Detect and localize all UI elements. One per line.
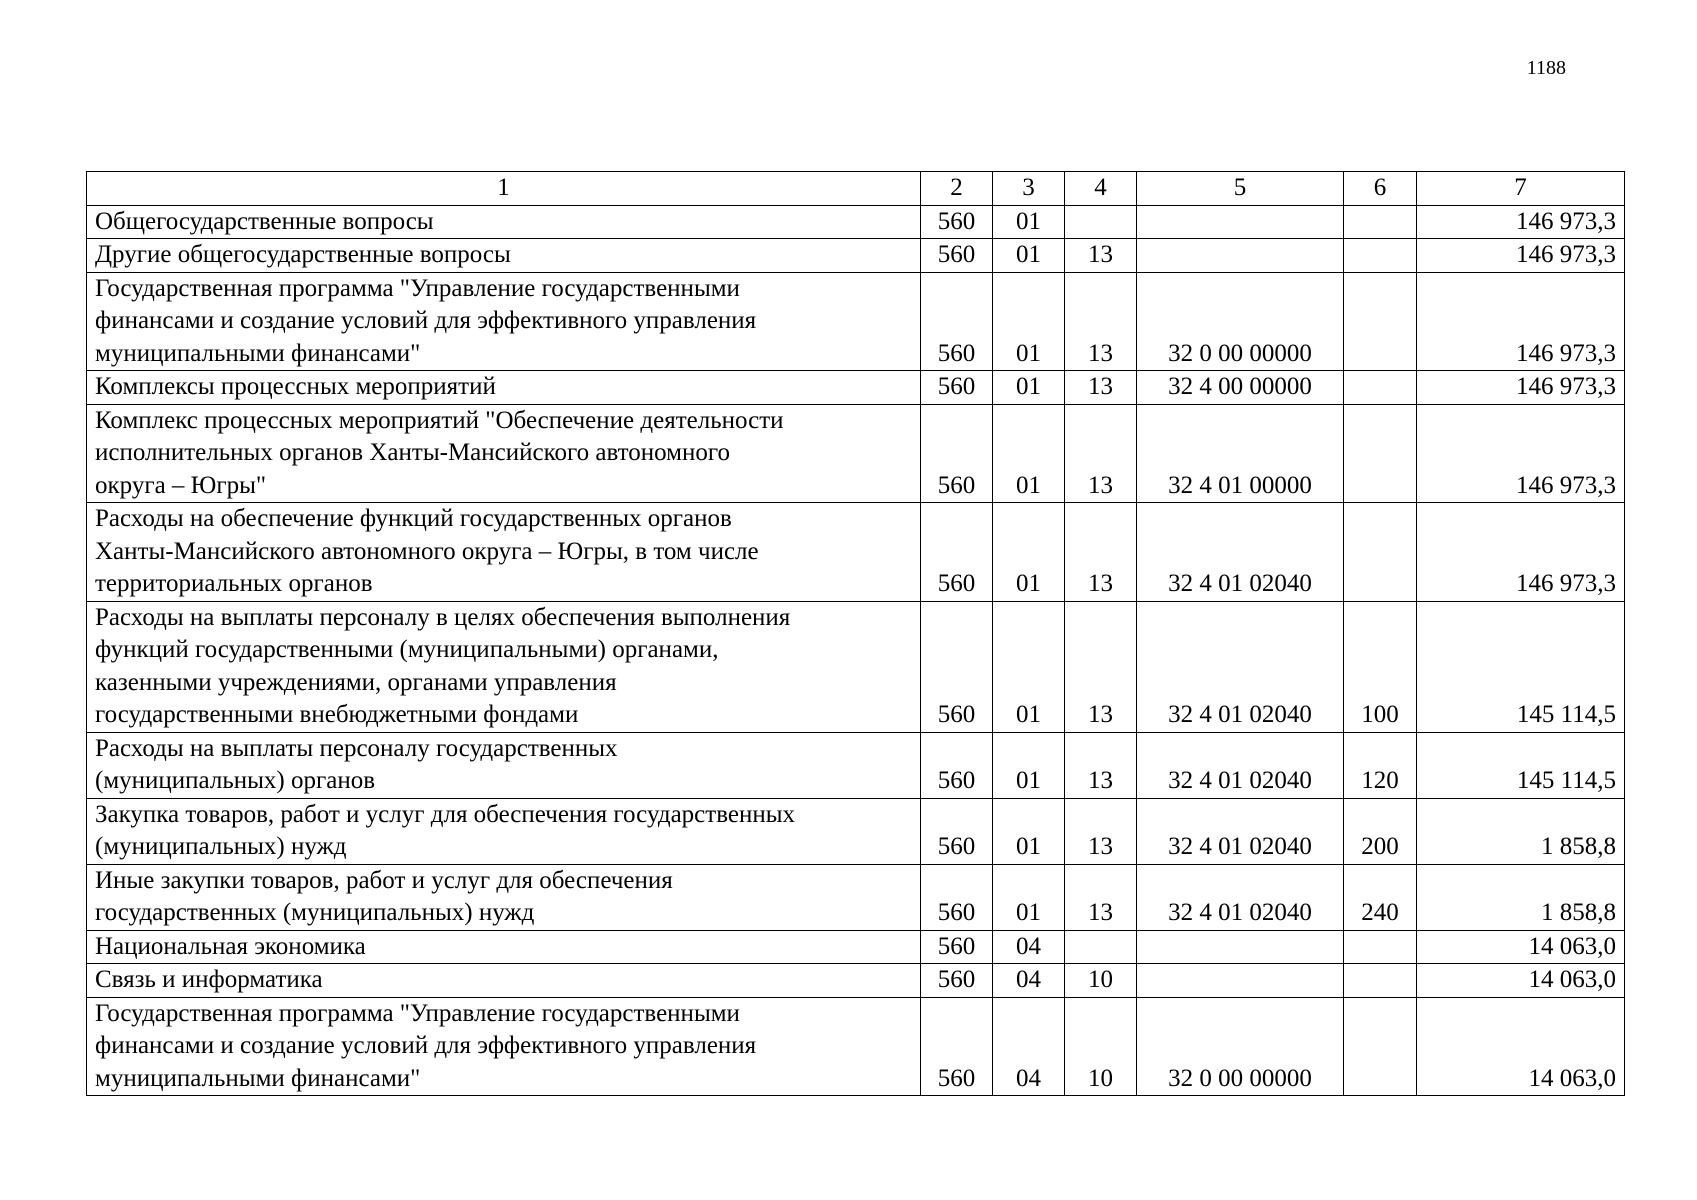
section-code-cell: 04	[993, 997, 1065, 1096]
amount-cell: 146 973,3	[1417, 371, 1625, 405]
table-row	[87, 404, 1625, 503]
amount-cell: 145 114,5	[1417, 601, 1625, 732]
table-row	[87, 272, 1625, 371]
table-row	[87, 503, 1625, 602]
amount-cell: 14 063,0	[1417, 997, 1625, 1096]
section-code-cell: 04	[993, 930, 1065, 964]
ministry-code-cell: 560	[921, 371, 993, 405]
row-name-cell: Общегосударственные вопросы	[87, 205, 921, 239]
table-row	[87, 371, 1625, 405]
row-name-cell: Государственная программа "Управление государственными финансами и создание условий для эффективного управления муниципальными финансами"	[87, 997, 921, 1096]
ministry-code-cell: 560	[921, 964, 993, 998]
table-row	[87, 205, 1625, 239]
column-header: 4	[1065, 172, 1137, 206]
amount-cell: 145 114,5	[1417, 732, 1625, 798]
amount-cell: 146 973,3	[1417, 503, 1625, 602]
amount-cell: 146 973,3	[1417, 239, 1625, 273]
expense-type-cell	[1344, 205, 1417, 239]
target-article-cell: 32 4 01 02040	[1137, 601, 1344, 732]
section-code-cell: 01	[993, 503, 1065, 602]
expense-type-cell: 100	[1344, 601, 1417, 732]
ministry-code-cell: 560	[921, 503, 993, 602]
table-row	[87, 732, 1625, 798]
target-article-cell: 32 4 01 00000	[1137, 404, 1344, 503]
expense-type-cell	[1344, 930, 1417, 964]
subsection-code-cell: 13	[1065, 404, 1137, 503]
table-row	[87, 601, 1625, 732]
amount-cell: 1 858,8	[1417, 798, 1625, 864]
expense-type-cell	[1344, 503, 1417, 602]
ministry-code-cell: 560	[921, 601, 993, 732]
target-article-cell: 32 4 01 02040	[1137, 798, 1344, 864]
ministry-code-cell: 560	[921, 997, 993, 1096]
column-header: 1	[87, 172, 921, 206]
table-row	[87, 798, 1625, 864]
expense-type-cell: 240	[1344, 864, 1417, 930]
amount-cell: 14 063,0	[1417, 964, 1625, 998]
amount-cell: 1 858,8	[1417, 864, 1625, 930]
subsection-code-cell: 13	[1065, 239, 1137, 273]
ministry-code-cell: 560	[921, 930, 993, 964]
row-name-cell: Другие общегосударственные вопросы	[87, 239, 921, 273]
table-row	[87, 864, 1625, 930]
table-row	[87, 239, 1625, 273]
target-article-cell: 32 0 00 00000	[1137, 272, 1344, 371]
row-name-cell: Комплексы процессных мероприятий	[87, 371, 921, 405]
ministry-code-cell: 560	[921, 732, 993, 798]
expense-type-cell: 200	[1344, 798, 1417, 864]
column-header: 3	[993, 172, 1065, 206]
amount-cell: 146 973,3	[1417, 205, 1625, 239]
subsection-code-cell: 10	[1065, 964, 1137, 998]
row-name-cell: Расходы на обеспечение функций государственных органов Ханты-Мансийского автономного округа – Югры, в том числе территориальных органов	[87, 503, 921, 602]
column-header: 7	[1417, 172, 1625, 206]
subsection-code-cell: 13	[1065, 864, 1137, 930]
subsection-code-cell: 10	[1065, 997, 1137, 1096]
column-header: 2	[921, 172, 993, 206]
table-header-row	[87, 172, 1625, 206]
row-name-cell: Иные закупки товаров, работ и услуг для обеспечения государственных (муниципальных) нужд	[87, 864, 921, 930]
section-code-cell: 01	[993, 798, 1065, 864]
row-name-cell: Комплекс процессных мероприятий "Обеспечение деятельности исполнительных органов Ханты-Мансийского автономного округа – Югры"	[87, 404, 921, 503]
column-header: 6	[1344, 172, 1417, 206]
section-code-cell: 01	[993, 239, 1065, 273]
budget-table	[86, 171, 1625, 1096]
ministry-code-cell: 560	[921, 864, 993, 930]
section-code-cell: 01	[993, 371, 1065, 405]
row-name-cell: Расходы на выплаты персоналу государственных (муниципальных) органов	[87, 732, 921, 798]
section-code-cell: 01	[993, 205, 1065, 239]
target-article-cell	[1137, 964, 1344, 998]
ministry-code-cell: 560	[921, 404, 993, 503]
amount-cell: 14 063,0	[1417, 930, 1625, 964]
expense-type-cell	[1344, 272, 1417, 371]
row-name-cell: Государственная программа "Управление государственными финансами и создание условий для эффективного управления муниципальными финансами"	[87, 272, 921, 371]
subsection-code-cell: 13	[1065, 601, 1137, 732]
table-row	[87, 930, 1625, 964]
expense-type-cell	[1344, 371, 1417, 405]
subsection-code-cell	[1065, 205, 1137, 239]
expense-type-cell	[1344, 997, 1417, 1096]
target-article-cell: 32 4 01 02040	[1137, 503, 1344, 602]
target-article-cell	[1137, 205, 1344, 239]
section-code-cell: 01	[993, 272, 1065, 371]
expense-type-cell	[1344, 964, 1417, 998]
row-name-cell: Связь и информатика	[87, 964, 921, 998]
subsection-code-cell	[1065, 930, 1137, 964]
page-number: 1188	[1526, 57, 1566, 79]
table-row	[87, 964, 1625, 998]
row-name-cell: Закупка товаров, работ и услуг для обеспечения государственных (муниципальных) нужд	[87, 798, 921, 864]
section-code-cell: 01	[993, 404, 1065, 503]
target-article-cell: 32 4 00 00000	[1137, 371, 1344, 405]
target-article-cell	[1137, 930, 1344, 964]
ministry-code-cell: 560	[921, 798, 993, 864]
subsection-code-cell: 13	[1065, 371, 1137, 405]
section-code-cell: 01	[993, 864, 1065, 930]
ministry-code-cell: 560	[921, 272, 993, 371]
expense-type-cell	[1344, 239, 1417, 273]
section-code-cell: 04	[993, 964, 1065, 998]
expense-type-cell: 120	[1344, 732, 1417, 798]
target-article-cell: 32 4 01 02040	[1137, 864, 1344, 930]
ministry-code-cell: 560	[921, 239, 993, 273]
column-header: 5	[1137, 172, 1344, 206]
amount-cell: 146 973,3	[1417, 272, 1625, 371]
subsection-code-cell: 13	[1065, 798, 1137, 864]
target-article-cell	[1137, 239, 1344, 273]
row-name-cell: Расходы на выплаты персоналу в целях обеспечения выполнения функций государственными (муниципальными) органами, казенными учреждениями, органами управления государственными внебюджетными фондами	[87, 601, 921, 732]
target-article-cell: 32 0 00 00000	[1137, 997, 1344, 1096]
ministry-code-cell: 560	[921, 205, 993, 239]
section-code-cell: 01	[993, 601, 1065, 732]
subsection-code-cell: 13	[1065, 272, 1137, 371]
expense-type-cell	[1344, 404, 1417, 503]
amount-cell: 146 973,3	[1417, 404, 1625, 503]
subsection-code-cell: 13	[1065, 732, 1137, 798]
row-name-cell: Национальная экономика	[87, 930, 921, 964]
target-article-cell: 32 4 01 02040	[1137, 732, 1344, 798]
table-row	[87, 997, 1625, 1096]
subsection-code-cell: 13	[1065, 503, 1137, 602]
section-code-cell: 01	[993, 732, 1065, 798]
